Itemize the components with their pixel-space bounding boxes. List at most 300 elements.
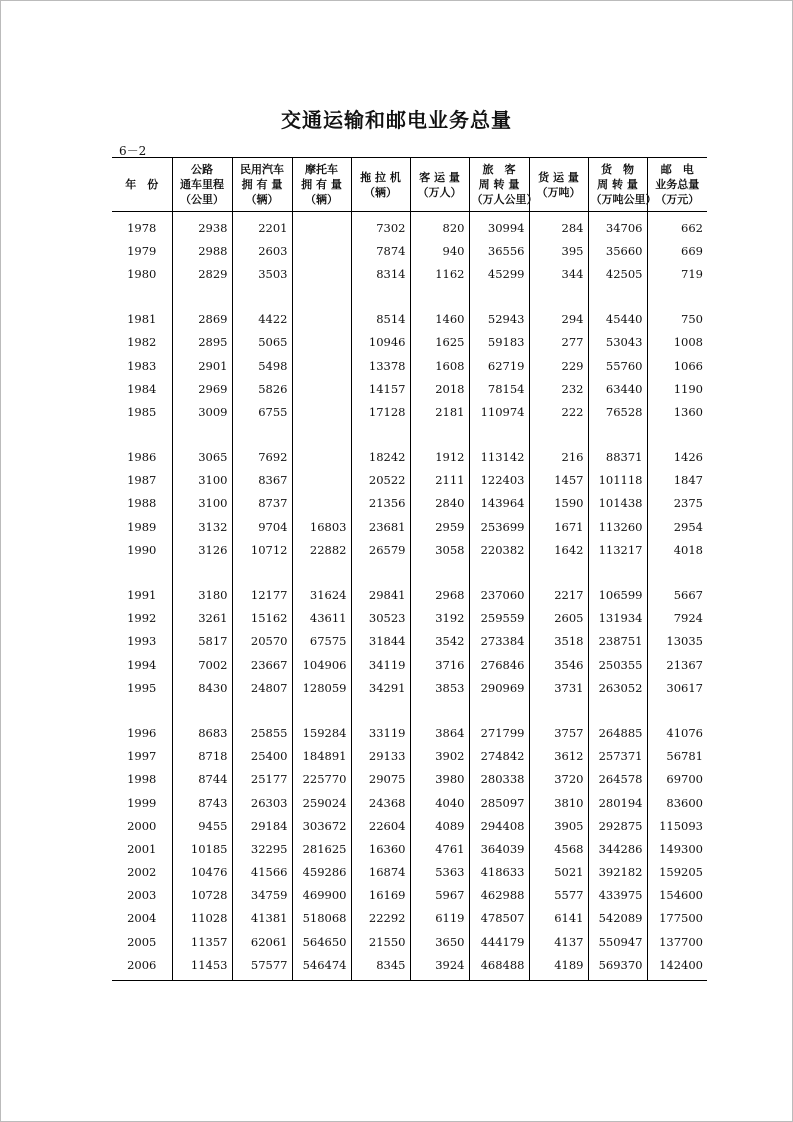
value-cell: 8683	[172, 721, 232, 744]
table-row	[112, 607, 707, 630]
spacer-cell	[410, 424, 469, 446]
spacer-cell	[647, 561, 707, 583]
value-cell: 2217	[529, 583, 588, 606]
value-cell: 2201	[232, 212, 292, 240]
value-cell: 4137	[529, 930, 588, 953]
value-cell: 45299	[469, 262, 529, 285]
column-header-line: （万人公里）	[471, 193, 538, 206]
value-cell: 250355	[588, 653, 647, 676]
value-cell: 2605	[529, 607, 588, 630]
value-cell: 5065	[232, 331, 292, 354]
column-header-line: 周 转 量	[597, 178, 638, 191]
spacer-cell	[292, 561, 351, 583]
value-cell: 42505	[588, 262, 647, 285]
value-cell: 17128	[351, 400, 410, 423]
value-cell: 177500	[647, 907, 707, 930]
value-cell: 518068	[292, 907, 351, 930]
value-cell: 662	[647, 212, 707, 240]
value-cell: 2954	[647, 515, 707, 538]
value-cell: 280338	[469, 768, 529, 791]
column-header	[172, 158, 232, 212]
value-cell	[292, 331, 351, 354]
value-cell: 550947	[588, 930, 647, 953]
year-cell: 2000	[127, 818, 157, 833]
table-row	[112, 354, 707, 377]
column-header-line: （万吨公里）	[590, 193, 657, 206]
value-cell: 750	[647, 308, 707, 331]
value-cell: 137700	[647, 930, 707, 953]
value-cell: 259024	[292, 791, 351, 814]
value-cell: 18242	[351, 446, 410, 469]
value-cell: 6755	[232, 400, 292, 423]
value-cell: 220382	[469, 538, 529, 561]
value-cell: 564650	[292, 930, 351, 953]
value-cell: 29133	[351, 745, 410, 768]
table-row	[112, 538, 707, 561]
year-cell: 1996	[127, 725, 157, 740]
value-cell: 294	[529, 308, 588, 331]
value-cell: 113217	[588, 538, 647, 561]
value-cell: 3192	[410, 607, 469, 630]
value-cell: 1912	[410, 446, 469, 469]
table-row	[112, 446, 707, 469]
value-cell: 101438	[588, 492, 647, 515]
value-cell: 7924	[647, 607, 707, 630]
table-row	[112, 837, 707, 860]
value-cell: 2829	[172, 262, 232, 285]
column-header-line: （万元）	[655, 193, 700, 206]
value-cell: 8430	[172, 676, 232, 699]
value-cell: 106599	[588, 583, 647, 606]
column-header-line: 货 运 量	[538, 170, 579, 184]
value-cell: 3864	[410, 721, 469, 744]
value-cell: 21356	[351, 492, 410, 515]
value-cell: 3853	[410, 676, 469, 699]
value-cell: 273384	[469, 630, 529, 653]
spacer-row	[112, 424, 707, 446]
spacer-cell	[410, 561, 469, 583]
value-cell: 23681	[351, 515, 410, 538]
value-cell: 546474	[292, 953, 351, 981]
value-cell: 238751	[588, 630, 647, 653]
value-cell: 4089	[410, 814, 469, 837]
value-cell: 101118	[588, 469, 647, 492]
value-cell: 63440	[588, 377, 647, 400]
value-cell: 1625	[410, 331, 469, 354]
value-cell: 1847	[647, 469, 707, 492]
spacer-row	[112, 561, 707, 583]
value-cell: 281625	[292, 837, 351, 860]
value-cell: 271799	[469, 721, 529, 744]
spacer-cell	[292, 424, 351, 446]
table-row	[112, 212, 707, 240]
spacer-cell	[112, 561, 172, 583]
value-cell: 2988	[172, 239, 232, 262]
year-cell: 1999	[127, 795, 157, 810]
year-cell: 2005	[127, 934, 157, 949]
column-header-line: 拥 有 量	[301, 178, 342, 191]
value-cell: 225770	[292, 768, 351, 791]
value-cell: 294408	[469, 814, 529, 837]
value-cell: 3261	[172, 607, 232, 630]
value-cell: 344286	[588, 837, 647, 860]
value-cell: 10712	[232, 538, 292, 561]
table-row	[112, 861, 707, 884]
value-cell: 2375	[647, 492, 707, 515]
value-cell: 30994	[469, 212, 529, 240]
value-cell: 30523	[351, 607, 410, 630]
value-cell: 229	[529, 354, 588, 377]
value-cell: 5363	[410, 861, 469, 884]
year-cell: 1981	[127, 312, 157, 327]
value-cell: 16169	[351, 884, 410, 907]
value-cell: 4189	[529, 953, 588, 981]
value-cell: 1008	[647, 331, 707, 354]
value-cell: 3518	[529, 630, 588, 653]
value-cell: 264885	[588, 721, 647, 744]
value-cell: 4018	[647, 538, 707, 561]
value-cell: 34759	[232, 884, 292, 907]
year-cell: 1986	[127, 450, 157, 465]
column-header-line: （万人）	[417, 185, 462, 199]
value-cell: 20570	[232, 630, 292, 653]
year-cell: 1980	[127, 266, 157, 281]
spacer-cell	[647, 699, 707, 721]
value-cell: 1190	[647, 377, 707, 400]
year-cell: 1993	[127, 634, 157, 649]
value-cell: 7874	[351, 239, 410, 262]
year-cell: 2003	[127, 888, 157, 903]
spacer-cell	[410, 699, 469, 721]
spacer-row	[112, 286, 707, 308]
value-cell: 59183	[469, 331, 529, 354]
value-cell: 3924	[410, 953, 469, 981]
value-cell: 25855	[232, 721, 292, 744]
value-cell: 5498	[232, 354, 292, 377]
table-row	[112, 469, 707, 492]
value-cell: 4568	[529, 837, 588, 860]
table-number: 6－2	[119, 144, 147, 158]
value-cell: 3100	[172, 469, 232, 492]
table-row	[112, 630, 707, 653]
value-cell: 820	[410, 212, 469, 240]
value-cell: 5817	[172, 630, 232, 653]
value-cell: 669	[647, 239, 707, 262]
value-cell: 2603	[232, 239, 292, 262]
value-cell: 128059	[292, 676, 351, 699]
value-cell: 10185	[172, 837, 232, 860]
table-row	[112, 492, 707, 515]
value-cell: 16360	[351, 837, 410, 860]
value-cell: 1066	[647, 354, 707, 377]
table-row	[112, 583, 707, 606]
value-cell: 8367	[232, 469, 292, 492]
value-cell: 3180	[172, 583, 232, 606]
table-row	[112, 377, 707, 400]
spacer-cell	[292, 699, 351, 721]
value-cell: 263052	[588, 676, 647, 699]
value-cell: 15162	[232, 607, 292, 630]
spacer-cell	[172, 699, 232, 721]
value-cell: 8345	[351, 953, 410, 981]
value-cell: 41566	[232, 861, 292, 884]
value-cell: 154600	[647, 884, 707, 907]
value-cell: 344	[529, 262, 588, 285]
value-cell: 3716	[410, 653, 469, 676]
value-cell: 34291	[351, 676, 410, 699]
value-cell: 33119	[351, 721, 410, 744]
value-cell: 104906	[292, 653, 351, 676]
value-cell	[292, 262, 351, 285]
value-cell	[292, 469, 351, 492]
value-cell: 1608	[410, 354, 469, 377]
value-cell: 29841	[351, 583, 410, 606]
year-cell: 1990	[127, 542, 157, 557]
value-cell: 4040	[410, 791, 469, 814]
value-cell: 3542	[410, 630, 469, 653]
value-cell: 29184	[232, 814, 292, 837]
table-row	[112, 400, 707, 423]
value-cell: 3126	[172, 538, 232, 561]
spacer-cell	[647, 424, 707, 446]
value-cell: 462988	[469, 884, 529, 907]
value-cell: 3720	[529, 768, 588, 791]
value-cell: 76528	[588, 400, 647, 423]
year-cell: 1988	[127, 496, 157, 511]
value-cell: 3810	[529, 791, 588, 814]
value-cell: 3980	[410, 768, 469, 791]
column-header	[232, 158, 292, 212]
column-header-line: 民用汽车	[240, 163, 284, 176]
value-cell	[292, 492, 351, 515]
spacer-cell	[647, 286, 707, 308]
value-cell: 10728	[172, 884, 232, 907]
value-cell: 444179	[469, 930, 529, 953]
value-cell: 53043	[588, 331, 647, 354]
column-header-line: （辆）	[305, 193, 338, 206]
value-cell: 22292	[351, 907, 410, 930]
value-cell: 34706	[588, 212, 647, 240]
value-cell: 110974	[469, 400, 529, 423]
value-cell: 143964	[469, 492, 529, 515]
column-header-line: 公路	[191, 163, 213, 176]
value-cell: 69700	[647, 768, 707, 791]
spacer-cell	[588, 424, 647, 446]
year-cell: 1995	[127, 680, 157, 695]
column-header-line: 年 份	[125, 178, 159, 191]
column-header-line: （公里）	[180, 193, 224, 206]
value-cell: 8744	[172, 768, 232, 791]
value-cell: 55760	[588, 354, 647, 377]
value-cell: 3757	[529, 721, 588, 744]
value-cell: 113260	[588, 515, 647, 538]
column-header-line: 拖 拉 机	[360, 170, 401, 184]
value-cell: 122403	[469, 469, 529, 492]
value-cell: 22604	[351, 814, 410, 837]
table-row	[112, 262, 707, 285]
value-cell: 2869	[172, 308, 232, 331]
value-cell: 478507	[469, 907, 529, 930]
value-cell: 395	[529, 239, 588, 262]
value-cell: 56781	[647, 745, 707, 768]
value-cell: 3009	[172, 400, 232, 423]
value-cell: 1162	[410, 262, 469, 285]
spacer-cell	[529, 286, 588, 308]
column-header-line: 摩托车	[305, 163, 338, 176]
value-cell: 277	[529, 331, 588, 354]
value-cell: 8314	[351, 262, 410, 285]
year-cell: 2006	[112, 953, 172, 981]
column-header-line: 通车里程	[180, 178, 224, 191]
value-cell: 237060	[469, 583, 529, 606]
value-cell: 5826	[232, 377, 292, 400]
year-cell: 1997	[127, 749, 157, 764]
value-cell: 159205	[647, 861, 707, 884]
value-cell: 62719	[469, 354, 529, 377]
value-cell: 569370	[588, 953, 647, 981]
value-cell: 8743	[172, 791, 232, 814]
value-cell: 222	[529, 400, 588, 423]
value-cell: 149300	[647, 837, 707, 860]
value-cell: 16874	[351, 861, 410, 884]
value-cell: 257371	[588, 745, 647, 768]
spacer-cell	[588, 286, 647, 308]
value-cell: 3546	[529, 653, 588, 676]
year-cell: 1985	[127, 404, 157, 419]
value-cell: 26579	[351, 538, 410, 561]
value-cell: 3650	[410, 930, 469, 953]
value-cell: 284	[529, 212, 588, 240]
column-header	[588, 158, 657, 212]
value-cell: 940	[410, 239, 469, 262]
column-header	[410, 158, 469, 212]
value-cell: 159284	[292, 721, 351, 744]
value-cell: 3612	[529, 745, 588, 768]
spacer-cell	[351, 424, 410, 446]
value-cell: 3731	[529, 676, 588, 699]
value-cell: 8514	[351, 308, 410, 331]
value-cell: 41076	[647, 721, 707, 744]
value-cell	[292, 377, 351, 400]
column-header-line: 周 转 量	[478, 178, 520, 191]
value-cell: 6141	[529, 907, 588, 930]
value-cell: 8737	[232, 492, 292, 515]
table-header-row	[112, 158, 707, 212]
value-cell: 276846	[469, 653, 529, 676]
value-cell: 1590	[529, 492, 588, 515]
value-cell: 292875	[588, 814, 647, 837]
spacer-cell	[529, 424, 588, 446]
column-header	[112, 158, 172, 212]
value-cell: 303672	[292, 814, 351, 837]
value-cell: 7302	[351, 212, 410, 240]
value-cell: 2968	[410, 583, 469, 606]
spacer-cell	[112, 286, 172, 308]
value-cell: 30617	[647, 676, 707, 699]
spacer-cell	[232, 699, 292, 721]
spacer-cell	[588, 561, 647, 583]
value-cell: 259559	[469, 607, 529, 630]
spacer-cell	[172, 286, 232, 308]
value-cell: 13035	[647, 630, 707, 653]
value-cell: 459286	[292, 861, 351, 884]
year-cell: 1987	[127, 473, 157, 488]
value-cell: 57577	[232, 953, 292, 981]
column-header	[351, 158, 410, 212]
spacer-cell	[351, 561, 410, 583]
table-row	[112, 791, 707, 814]
value-cell: 115093	[647, 814, 707, 837]
table-row	[112, 308, 707, 331]
column-header	[529, 158, 588, 212]
value-cell: 3058	[410, 538, 469, 561]
value-cell: 392182	[588, 861, 647, 884]
value-cell: 2959	[410, 515, 469, 538]
spacer-cell	[232, 561, 292, 583]
value-cell	[292, 239, 351, 262]
spacer-cell	[351, 699, 410, 721]
value-cell: 253699	[469, 515, 529, 538]
spacer-cell	[172, 561, 232, 583]
year-cell: 1998	[127, 772, 157, 787]
statistics-table	[112, 157, 707, 981]
value-cell: 32295	[232, 837, 292, 860]
column-header-line: 旅 客	[482, 163, 516, 176]
year-cell: 1992	[127, 611, 157, 626]
spacer-cell	[232, 286, 292, 308]
value-cell: 2840	[410, 492, 469, 515]
value-cell: 25400	[232, 745, 292, 768]
spacer-cell	[292, 286, 351, 308]
table-row	[112, 676, 707, 699]
column-header-line: 客 运 量	[419, 170, 460, 184]
value-cell: 88371	[588, 446, 647, 469]
value-cell: 1671	[529, 515, 588, 538]
value-cell: 52943	[469, 308, 529, 331]
value-cell: 1426	[647, 446, 707, 469]
spacer-cell	[469, 286, 529, 308]
value-cell: 7002	[172, 653, 232, 676]
page-title: 交通运输和邮电业务总量	[281, 108, 512, 132]
spacer-cell	[469, 424, 529, 446]
value-cell: 43611	[292, 607, 351, 630]
table-row	[112, 884, 707, 907]
value-cell: 468488	[469, 953, 529, 981]
value-cell: 22882	[292, 538, 351, 561]
value-cell: 5967	[410, 884, 469, 907]
year-cell: 1979	[127, 243, 157, 258]
value-cell: 25177	[232, 768, 292, 791]
value-cell: 285097	[469, 791, 529, 814]
value-cell: 3100	[172, 492, 232, 515]
value-cell: 62061	[232, 930, 292, 953]
value-cell: 3132	[172, 515, 232, 538]
value-cell: 3503	[232, 262, 292, 285]
table-row	[112, 953, 707, 981]
column-header-line: 业务总量	[655, 178, 700, 191]
value-cell: 264578	[588, 768, 647, 791]
value-cell: 16803	[292, 515, 351, 538]
value-cell: 34119	[351, 653, 410, 676]
value-cell	[292, 212, 351, 240]
value-cell: 2895	[172, 331, 232, 354]
value-cell: 418633	[469, 861, 529, 884]
value-cell: 8718	[172, 745, 232, 768]
value-cell: 10476	[172, 861, 232, 884]
value-cell: 9704	[232, 515, 292, 538]
column-header-line: （万吨）	[536, 185, 581, 199]
value-cell: 280194	[588, 791, 647, 814]
